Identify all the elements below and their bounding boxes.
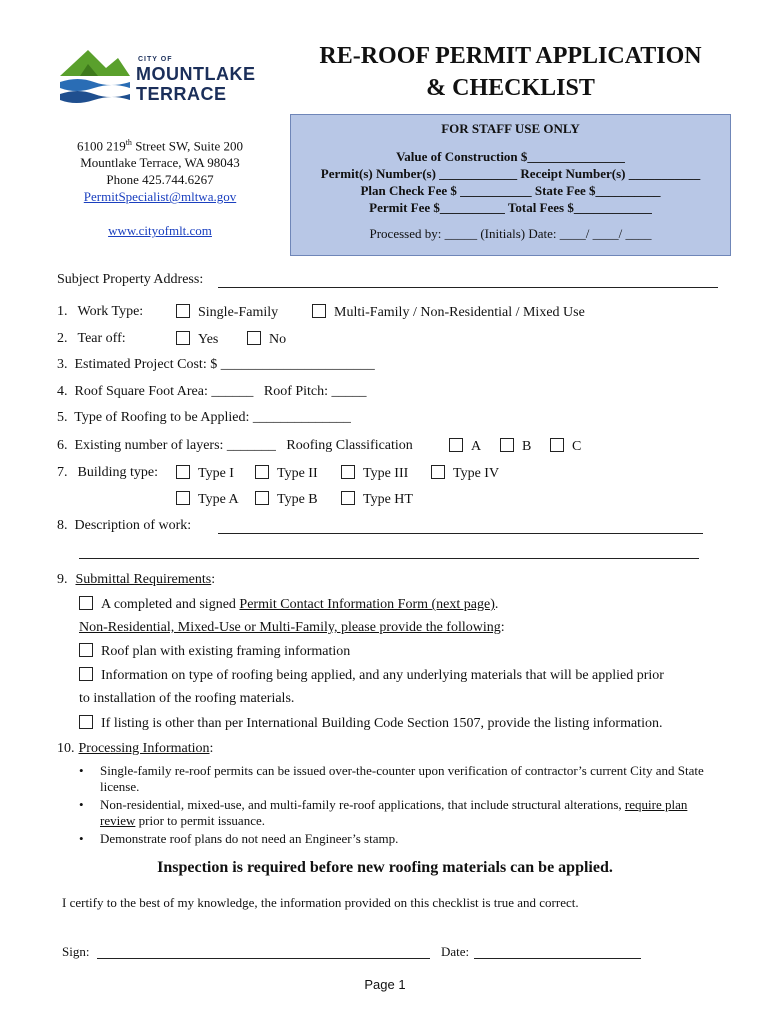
address-label: Subject Property Address:	[57, 272, 204, 287]
q6-class-c[interactable]: C	[550, 438, 581, 455]
certify-statement: I certify to the best of my knowledge, the information provided on this checklist is true and correct.	[62, 895, 579, 910]
q7-row: 7. Building type:	[57, 465, 158, 480]
q6-layers[interactable]: 6. Existing number of layers: _______ Roofing Classification	[57, 438, 413, 453]
contact-email-link[interactable]: PermitSpecialist@mltwa.gov	[83, 189, 237, 205]
q1-label: Work Type:	[77, 304, 144, 319]
checkbox[interactable]	[79, 667, 93, 681]
q6-class-a[interactable]: A	[449, 438, 481, 455]
q2-yes[interactable]: Yes	[176, 331, 218, 348]
checkbox[interactable]	[79, 596, 93, 610]
contact-street: 6100 219th Street SW, Suite 200	[76, 138, 244, 154]
q9-item-roof-plan[interactable]: Roof plan with existing framing information	[79, 643, 350, 660]
checkbox[interactable]	[312, 304, 326, 318]
q9-item-roofing-info-cont: to installation of the roofing materials.	[79, 691, 295, 706]
q7-type-a[interactable]: Type A	[176, 491, 239, 508]
checkbox[interactable]	[176, 304, 190, 318]
logo-mountlake: MOUNTLAKE	[136, 64, 256, 84]
q7-type-i[interactable]: Type I	[176, 465, 234, 482]
page-number: Page 1	[364, 977, 406, 992]
q8-description-line-1[interactable]	[218, 533, 703, 534]
checkbox[interactable]	[341, 491, 355, 505]
q9-item-contact-form[interactable]: A completed and signed Permit Contact Information Form (next page).	[79, 596, 498, 613]
q1-row: 1. Work Type:	[57, 304, 144, 319]
date-label: Date:	[441, 944, 470, 959]
checkbox[interactable]	[176, 491, 190, 505]
logo-city-of: CITY OF	[138, 56, 173, 63]
contact-form-link[interactable]: Permit Contact Information Form (next page)	[239, 597, 495, 612]
staff-processed-line: Processed by: _____ (Initials) Date: ____/ ____/ ____	[369, 226, 652, 241]
checkbox[interactable]	[176, 465, 190, 479]
q2-row: 2. Tear off:	[57, 331, 126, 346]
staff-use-box	[290, 114, 731, 256]
checkbox[interactable]	[176, 331, 190, 345]
staff-permit-line: Permit(s) Number(s) ____________ Receipt Number(s) ___________	[320, 166, 701, 181]
inspection-notice: Inspection is required before new roofing materials can be applied.	[157, 859, 613, 876]
staff-heading: FOR STAFF USE ONLY	[441, 121, 580, 136]
q1-single-family[interactable]: Single-Family	[176, 304, 278, 321]
q7-type-iii[interactable]: Type III	[341, 465, 408, 482]
list-item: • Single-family re-roof permits can be issued over-the-counter upon verification of contractor’s current City and State license.	[79, 763, 704, 794]
staff-plan-line: Plan Check Fee $ ___________ State Fee $__________	[360, 183, 661, 198]
q9-item-roofing-info[interactable]: Information on type of roofing being applied, and any underlying materials that will be applied prior	[79, 667, 664, 684]
q10-bullets	[76, 763, 721, 849]
q8-description-line-2[interactable]	[79, 558, 699, 559]
q7-type-iv[interactable]: Type IV	[431, 465, 499, 482]
checkbox[interactable]	[449, 438, 463, 452]
q2-no[interactable]: No	[247, 331, 286, 348]
city-logo	[58, 46, 258, 108]
q9-item-listing[interactable]: If listing is other than per International Building Code Section 1507, provide the listing information.	[79, 715, 662, 732]
staff-fee-line: Permit Fee $__________ Total Fees $____________	[369, 200, 652, 215]
list-item: • Non-residential, mixed-use, and multi-family re-roof applications, that include structural alterations, require plan review prior to permit issuance.	[79, 797, 688, 828]
mountain-logo-icon	[58, 46, 130, 108]
q8-label: 8. Description of work:	[57, 518, 192, 533]
checkbox[interactable]	[247, 331, 261, 345]
q7-type-ht[interactable]: Type HT	[341, 491, 413, 508]
q6-class-b[interactable]: B	[500, 438, 531, 455]
checkbox[interactable]	[500, 438, 514, 452]
checkbox[interactable]	[255, 491, 269, 505]
checkbox[interactable]	[79, 643, 93, 657]
checkbox[interactable]	[79, 715, 93, 729]
address-field[interactable]	[218, 287, 718, 288]
q9-subheading: Non-Residential, Mixed-Use or Multi-Family, please provide the following:	[79, 620, 505, 635]
title-line-1: RE-ROOF PERMIT APPLICATION	[319, 43, 702, 69]
q7-type-b[interactable]: Type B	[255, 491, 318, 508]
q5-roofing-type[interactable]: 5. Type of Roofing to be Applied: ______________	[57, 410, 351, 425]
sign-label: Sign:	[62, 944, 90, 959]
checkbox[interactable]	[431, 465, 445, 479]
checkbox[interactable]	[550, 438, 564, 452]
q7-type-ii[interactable]: Type II	[255, 465, 318, 482]
q10-heading: 10. Processing Information:	[57, 741, 214, 756]
sign-field[interactable]	[97, 958, 430, 959]
date-field[interactable]	[474, 958, 641, 959]
list-item: • Demonstrate roof plans do not need an Engineer’s stamp.	[79, 831, 399, 846]
contact-phone: Phone 425.744.6267	[106, 172, 214, 188]
contact-city: Mountlake Terrace, WA 98043	[80, 155, 240, 171]
checkbox[interactable]	[341, 465, 355, 479]
contact-website-link[interactable]: www.cityofmlt.com	[108, 223, 212, 239]
contact-block	[40, 134, 280, 239]
q4-roof-area-pitch[interactable]: 4. Roof Square Foot Area: ______ Roof Pitch: _____	[57, 384, 367, 399]
page-title	[290, 40, 731, 104]
checkbox[interactable]	[255, 465, 269, 479]
logo-terrace: TERRACE	[136, 84, 227, 104]
staff-value-line: Value of Construction $_______________	[396, 149, 625, 164]
q9-heading: 9. Submittal Requirements:	[57, 572, 216, 587]
title-line-2: & CHECKLIST	[426, 75, 595, 101]
q3-estimated-cost[interactable]: 3. Estimated Project Cost: $ ______________________	[57, 357, 375, 372]
q1-multi-family[interactable]: Multi-Family / Non-Residential / Mixed Use	[312, 304, 585, 321]
